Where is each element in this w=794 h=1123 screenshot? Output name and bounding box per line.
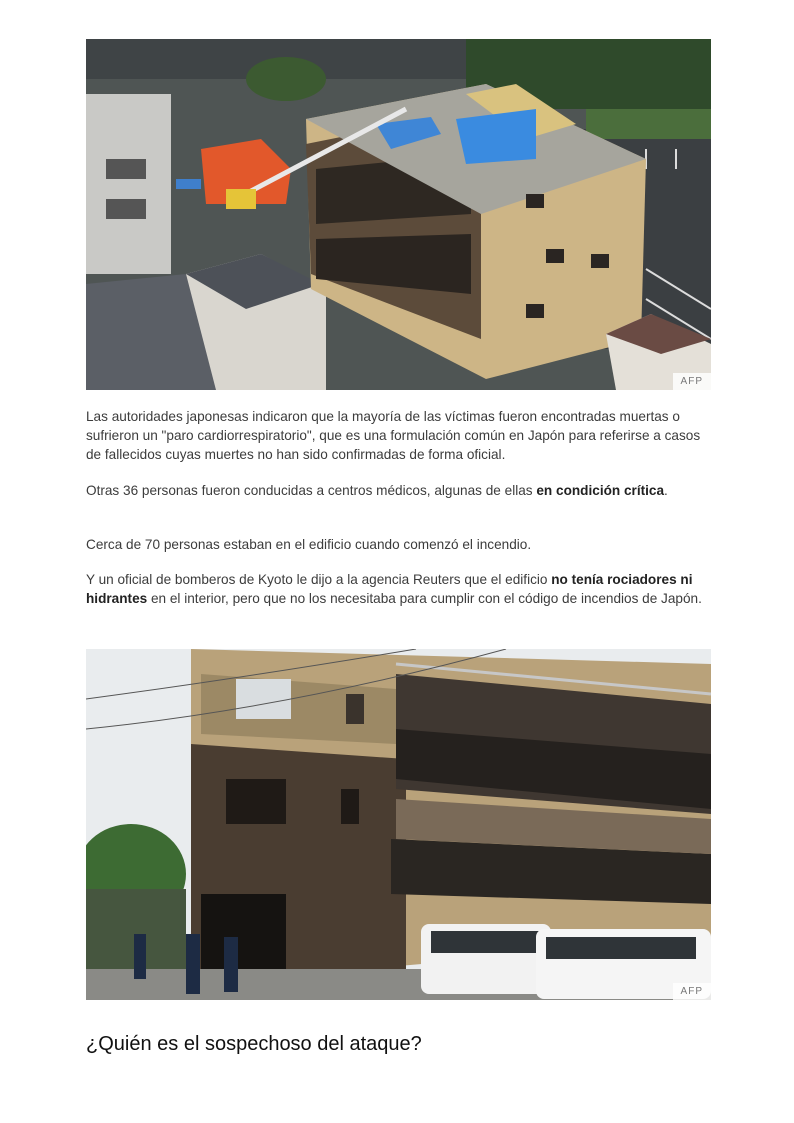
street-photo-illustration [86, 649, 711, 1000]
photo-credit: AFP [673, 373, 711, 390]
no-sprinklers-emphasis: no tenía rociadores ni hidrantes [86, 572, 693, 606]
critical-condition-emphasis: en condición crítica [536, 483, 665, 498]
paragraph-fire-official [86, 570, 710, 608]
paragraph-injured-text: Otras 36 personas fueron conducidas a centros médicos, algunas de ellas [86, 483, 537, 498]
section-heading: ¿Quién es el sospechoso del ataque? [86, 1033, 422, 1055]
paragraph-fire-official-text: Y un oficial de bomberos de Kyoto le dijo a la agencia Reuters que el edificio [86, 572, 552, 587]
aerial-photo [86, 39, 711, 390]
paragraph-fire-official-end: en el interior, pero que no los necesitaba para cumplir con el código de incendios de Japón. [147, 591, 702, 606]
paragraph-injured [86, 481, 710, 500]
street-photo [86, 649, 711, 1000]
photo-credit: AFP [673, 983, 711, 1000]
aerial-photo-illustration [86, 39, 711, 390]
paragraph-injured-end: . [664, 483, 668, 498]
paragraph-people-count: Cerca de 70 personas estaban en el edificio cuando comenzó el incendio. [86, 537, 532, 552]
paragraph-victims: Las autoridades japonesas indicaron que la mayoría de las víctimas fueron encontradas muertas o sufrieron un "paro cardiorrespiratorio", que es una formulación común en Japón para referirse a casos de fallecidos cuyas muertes no han sido confirmadas de forma oficial. [86, 409, 701, 462]
